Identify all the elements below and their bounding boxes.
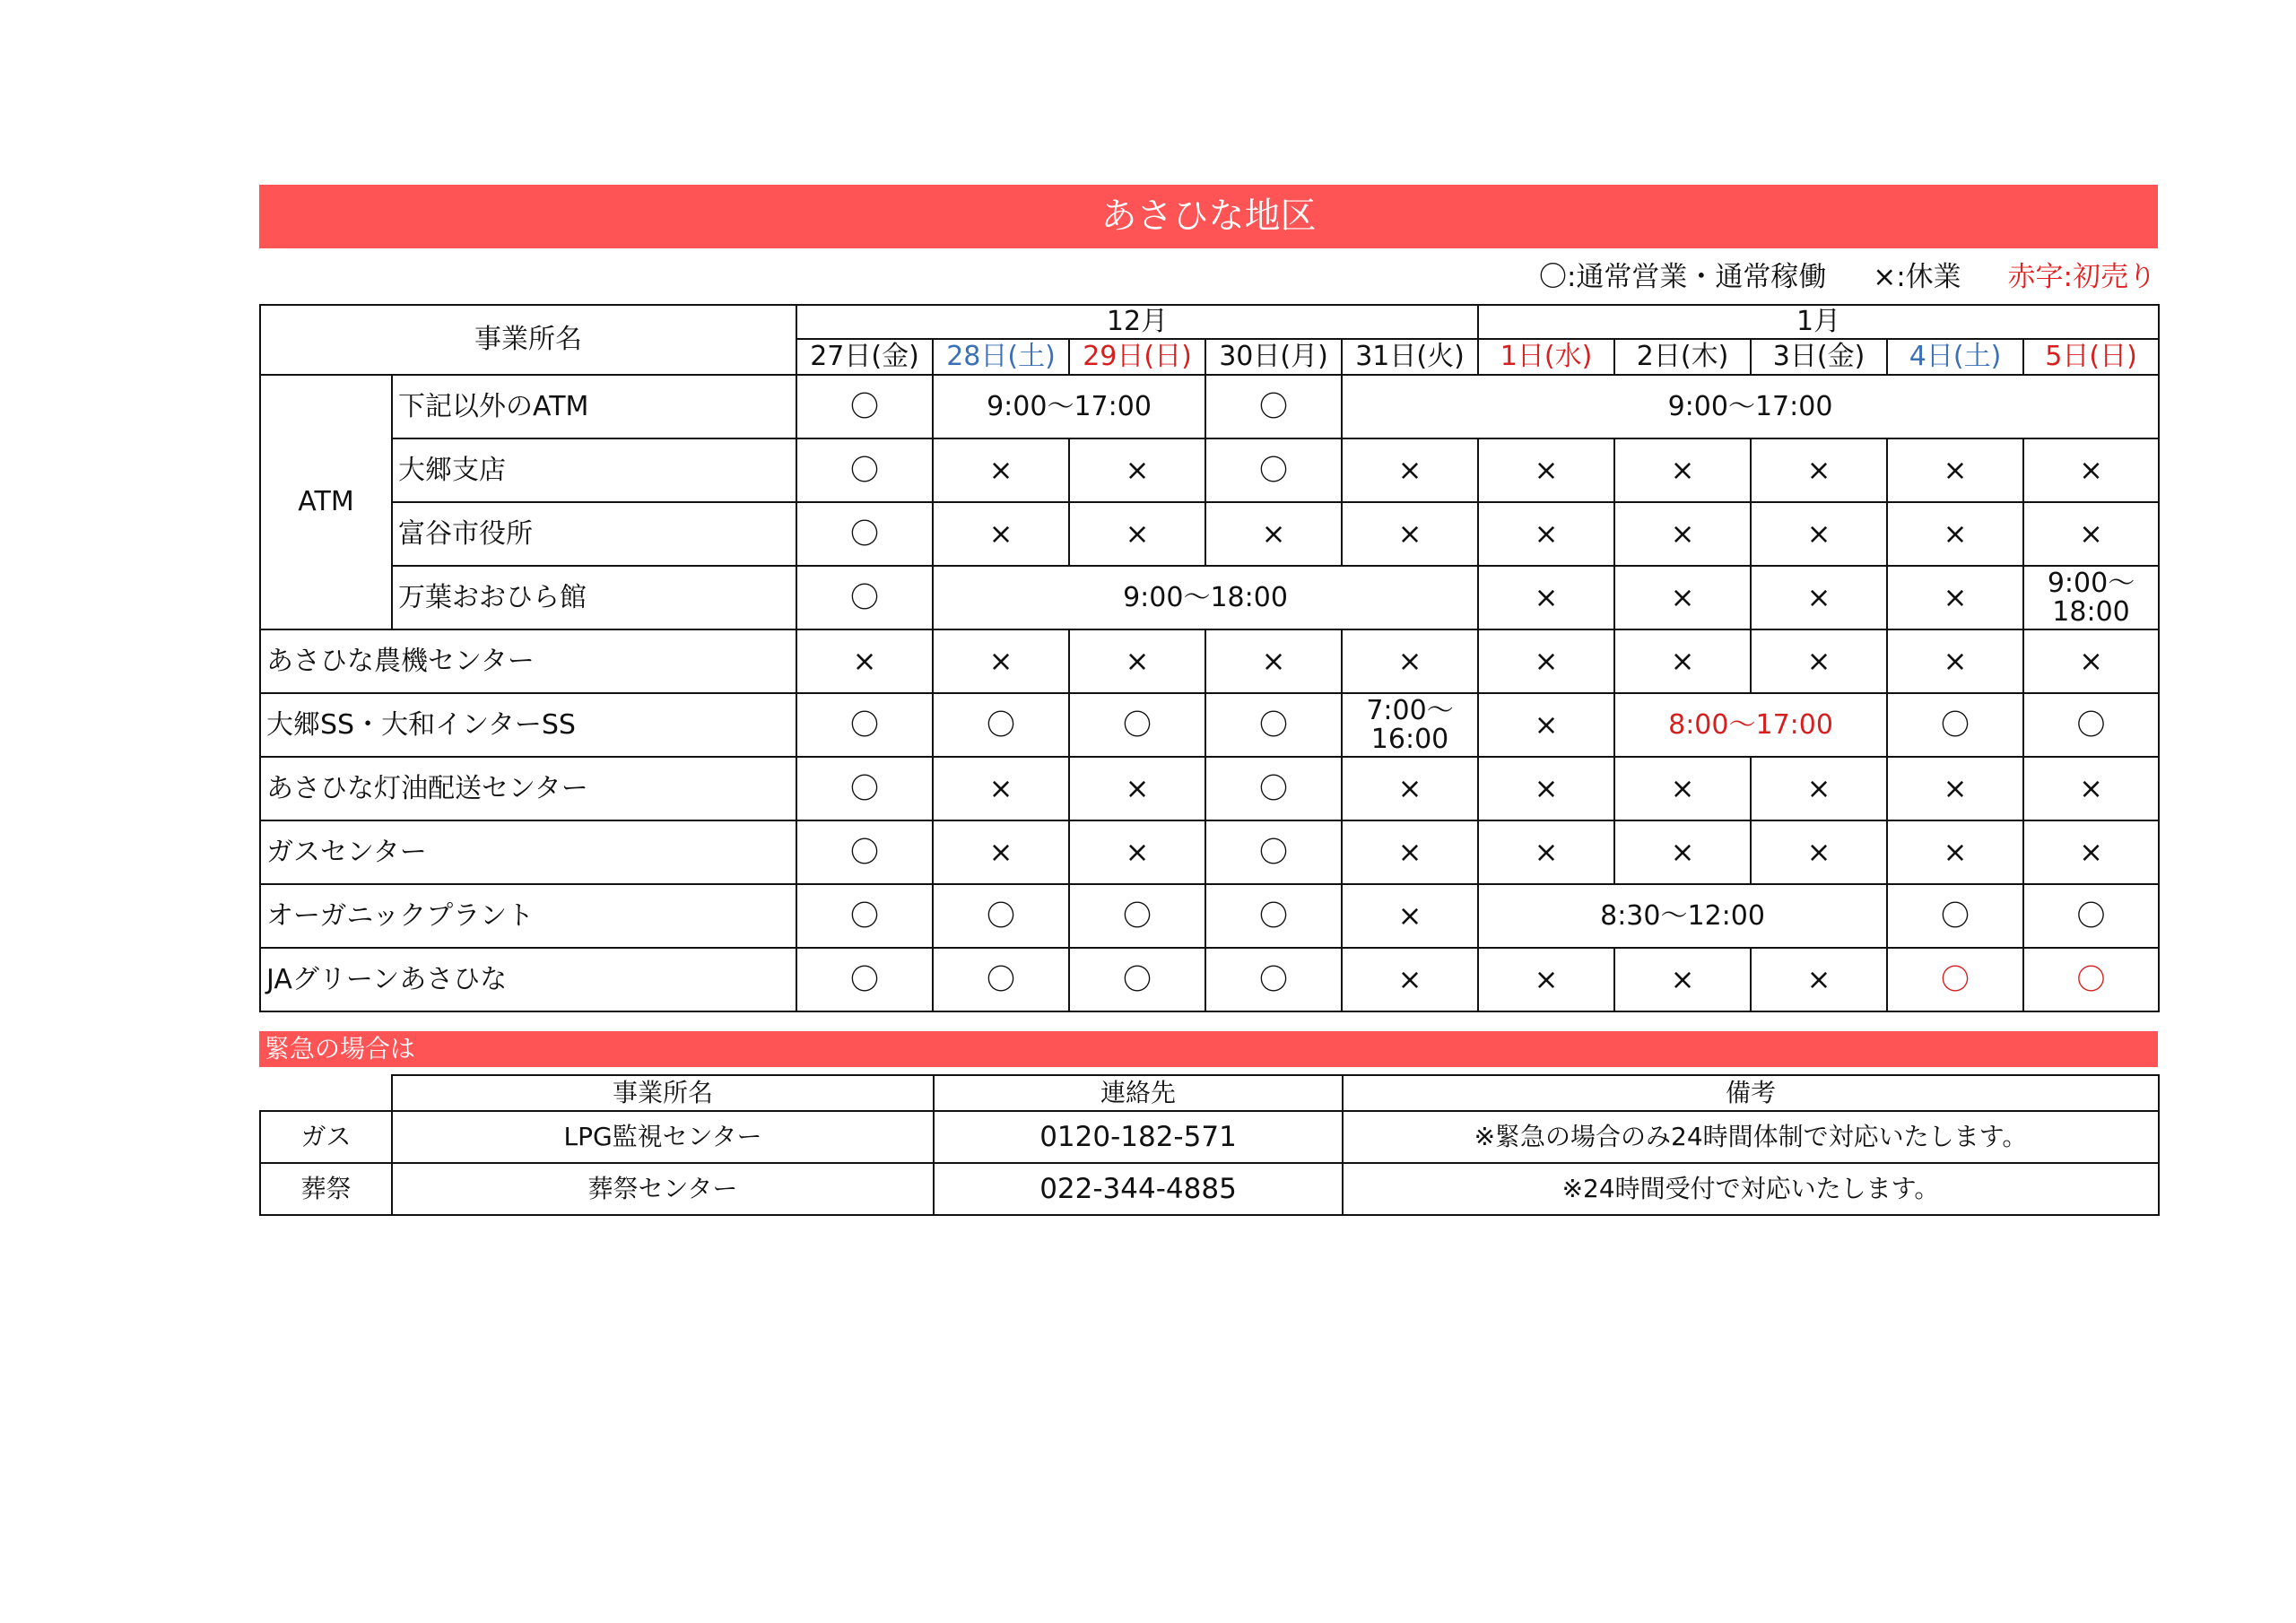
- status-cell: ×: [1342, 757, 1478, 820]
- status-cell: 〇: [1069, 884, 1205, 948]
- day-header: 4日(土): [1887, 339, 2023, 375]
- status-cell: 〇: [2023, 948, 2159, 1011]
- day-header: 1日(水): [1478, 339, 1614, 375]
- office-name: JAグリーンあさひな: [260, 948, 796, 1011]
- status-cell: 〇: [1205, 820, 1342, 884]
- status-cell: ×: [1751, 948, 1887, 1011]
- status-cell: ×: [1478, 693, 1614, 757]
- status-cell: ×: [1614, 566, 1751, 629]
- status-cell: ×: [1342, 820, 1478, 884]
- emergency-office: LPG監視センター: [392, 1111, 934, 1163]
- office-name: 大郷SS・大和インターSS: [260, 693, 796, 757]
- status-cell: ×: [1069, 757, 1205, 820]
- status-cell: 〇: [1205, 438, 1342, 502]
- status-cell: ×: [1751, 502, 1887, 566]
- status-cell: 〇: [796, 502, 933, 566]
- table-row: [260, 884, 2159, 948]
- status-cell: 〇: [2023, 693, 2159, 757]
- table-row: [260, 502, 2159, 566]
- emergency-phone: 022-344-4885: [934, 1163, 1343, 1215]
- status-cell: ×: [1614, 820, 1751, 884]
- status-cell: ×: [1478, 566, 1614, 629]
- table-row: [260, 693, 2159, 757]
- status-cell: ×: [1205, 502, 1342, 566]
- atm-group-label: ATM: [260, 375, 392, 629]
- blank-cell: [260, 1075, 392, 1111]
- status-cell: ×: [1478, 629, 1614, 693]
- table-row: [260, 820, 2159, 884]
- status-cell: ×: [933, 438, 1069, 502]
- office-name: あさひな灯油配送センター: [260, 757, 796, 820]
- day-header: 29日(日): [1069, 339, 1205, 375]
- status-cell: ×: [1887, 629, 2023, 693]
- status-cell: 〇: [796, 820, 933, 884]
- status-cell: ×: [1069, 502, 1205, 566]
- table-row: [260, 375, 2159, 438]
- status-cell: ×: [1751, 566, 1887, 629]
- status-cell: 〇: [1205, 884, 1342, 948]
- table-row: [260, 1163, 2159, 1215]
- legend: [1501, 256, 2156, 299]
- emergency-note: ※緊急の場合のみ24時間体制で対応いたします。: [1343, 1111, 2159, 1163]
- office-header: 事業所名: [260, 305, 796, 375]
- status-cell: ×: [1614, 438, 1751, 502]
- status-cell: ×: [1342, 502, 1478, 566]
- office-name: 大郷支店: [392, 438, 796, 502]
- status-cell: 〇: [1887, 948, 2023, 1011]
- status-cell: ×: [1342, 438, 1478, 502]
- status-cell: ×: [2023, 502, 2159, 566]
- status-cell: 〇: [1205, 757, 1342, 820]
- status-cell: ×: [1887, 566, 2023, 629]
- status-cell: ×: [1069, 820, 1205, 884]
- office-name: あさひな農機センター: [260, 629, 796, 693]
- status-cell: ×: [2023, 629, 2159, 693]
- status-cell: ×: [1751, 438, 1887, 502]
- status-cell: ×: [1069, 438, 1205, 502]
- office-name: 下記以外のATM: [392, 375, 796, 438]
- status-cell: 〇: [933, 693, 1069, 757]
- status-cell: ×: [933, 502, 1069, 566]
- table-row: [260, 438, 2159, 502]
- hours-cell: 9:00～17:00: [1342, 375, 2159, 438]
- status-cell: ×: [1614, 948, 1751, 1011]
- legend-open: 〇:通常営業・通常稼働: [1538, 261, 1827, 293]
- office-name: ガスセンター: [260, 820, 796, 884]
- status-cell: ×: [1751, 757, 1887, 820]
- status-cell: 〇: [1205, 948, 1342, 1011]
- status-cell: ×: [2023, 438, 2159, 502]
- table-row: [260, 566, 2159, 629]
- status-cell: ×: [2023, 820, 2159, 884]
- table-row: [260, 757, 2159, 820]
- day-header: 2日(木): [1614, 339, 1751, 375]
- hours-cell: 7:00～16:00: [1342, 693, 1478, 757]
- status-cell: ×: [1478, 438, 1614, 502]
- emergency-header-note: 備考: [1343, 1075, 2159, 1111]
- status-cell: ×: [1069, 629, 1205, 693]
- status-cell: ×: [933, 757, 1069, 820]
- status-cell: ×: [796, 629, 933, 693]
- status-cell: 〇: [1887, 693, 2023, 757]
- hours-cell: 8:00～17:00: [1614, 693, 1887, 757]
- status-cell: 〇: [1069, 693, 1205, 757]
- emergency-phone: 0120-182-571: [934, 1111, 1343, 1163]
- day-header: 31日(火): [1342, 339, 1478, 375]
- status-cell: ×: [933, 820, 1069, 884]
- status-cell: 〇: [796, 566, 933, 629]
- status-cell: ×: [1887, 820, 2023, 884]
- status-cell: 〇: [1069, 948, 1205, 1011]
- month-jan: 1月: [1478, 305, 2159, 339]
- status-cell: ×: [2023, 757, 2159, 820]
- table-row: [260, 948, 2159, 1011]
- status-cell: ×: [1478, 757, 1614, 820]
- day-header: 3日(金): [1751, 339, 1887, 375]
- hours-cell: 9:00～18:00: [933, 566, 1478, 629]
- emergency-table: [259, 1074, 2160, 1216]
- area-title: あさひな地区: [259, 185, 2158, 248]
- day-header: 5日(日): [2023, 339, 2159, 375]
- legend-closed: ×:休業: [1873, 261, 1961, 293]
- status-cell: 〇: [796, 884, 933, 948]
- day-header: 28日(土): [933, 339, 1069, 375]
- table-row: [260, 1111, 2159, 1163]
- status-cell: ×: [1751, 629, 1887, 693]
- office-name: 万葉おおひら館: [392, 566, 796, 629]
- status-cell: 〇: [1887, 884, 2023, 948]
- status-cell: 〇: [796, 693, 933, 757]
- day-header: 27日(金): [796, 339, 933, 375]
- status-cell: ×: [1887, 502, 2023, 566]
- status-cell: ×: [1478, 948, 1614, 1011]
- status-cell: ×: [933, 629, 1069, 693]
- office-name: オーガニックプラント: [260, 884, 796, 948]
- emergency-title: 緊急の場合は: [259, 1031, 2158, 1067]
- emergency-office: 葬祭センター: [392, 1163, 934, 1215]
- status-cell: 〇: [796, 948, 933, 1011]
- status-cell: ×: [1614, 502, 1751, 566]
- status-cell: 〇: [1205, 375, 1342, 438]
- emergency-header-contact: 連絡先: [934, 1075, 1343, 1111]
- day-header: 30日(月): [1205, 339, 1342, 375]
- status-cell: ×: [1205, 629, 1342, 693]
- status-cell: 〇: [796, 757, 933, 820]
- hours-cell: 9:00～17:00: [933, 375, 1205, 438]
- hours-cell: 8:30～12:00: [1478, 884, 1887, 948]
- status-cell: ×: [1342, 948, 1478, 1011]
- hours-cell: 9:00～18:00: [2023, 566, 2159, 629]
- status-cell: ×: [1478, 820, 1614, 884]
- status-cell: ×: [1887, 757, 2023, 820]
- schedule-table: [259, 304, 2160, 1012]
- month-dec: 12月: [796, 305, 1478, 339]
- status-cell: 〇: [2023, 884, 2159, 948]
- emergency-category: 葬祭: [260, 1163, 392, 1215]
- table-row: [260, 629, 2159, 693]
- emergency-note: ※24時間受付で対応いたします。: [1343, 1163, 2159, 1215]
- status-cell: ×: [1342, 884, 1478, 948]
- emergency-category: ガス: [260, 1111, 392, 1163]
- status-cell: ×: [1614, 629, 1751, 693]
- emergency-header-office: 事業所名: [392, 1075, 934, 1111]
- legend-red-note: 赤字:初売り: [2007, 261, 2156, 293]
- status-cell: 〇: [796, 375, 933, 438]
- status-cell: ×: [1614, 757, 1751, 820]
- status-cell: ×: [1342, 629, 1478, 693]
- status-cell: 〇: [933, 948, 1069, 1011]
- status-cell: ×: [1887, 438, 2023, 502]
- status-cell: 〇: [933, 884, 1069, 948]
- status-cell: 〇: [1205, 693, 1342, 757]
- status-cell: ×: [1751, 820, 1887, 884]
- status-cell: 〇: [796, 438, 933, 502]
- status-cell: ×: [1478, 502, 1614, 566]
- office-name: 富谷市役所: [392, 502, 796, 566]
